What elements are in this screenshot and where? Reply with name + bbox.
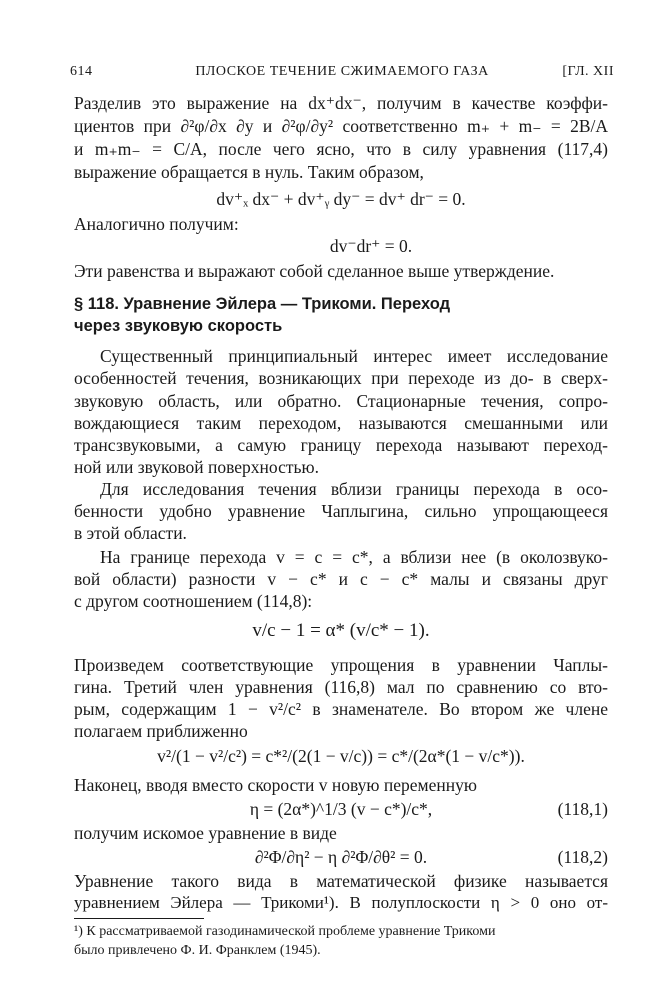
text-line: Аналогично получим: bbox=[74, 214, 239, 234]
equation: dv⁺ₓ dx⁻ + dv⁺ᵧ dy⁻ = dv⁺ dr⁻ = 0. bbox=[216, 189, 466, 209]
text-line: Уравнение такого вида в математической физике называется bbox=[74, 871, 608, 891]
footnote-line: было привлечено Ф. И. Франклем (1945). bbox=[74, 943, 321, 958]
text-line: Произведем соответствующие упрощения в уравнении Чаплы- bbox=[74, 655, 608, 675]
text-line: с другом соотношением (114,8): bbox=[74, 591, 313, 611]
equation-row bbox=[74, 846, 608, 868]
text-line: полагаем приближенно bbox=[74, 721, 248, 741]
text-line: Существенный принципиальный интерес имеет исследование bbox=[100, 346, 608, 366]
text-line: выражение обращается в нуль. Таким образом, bbox=[74, 162, 424, 182]
equation: dv⁻dr⁺ = 0. bbox=[329, 236, 413, 256]
text-line: особенностей течения, возникающих при переходе из до- в сверх- bbox=[74, 368, 608, 388]
equation: η = (2α*)^1/3 (v − c*)/c*, bbox=[249, 799, 433, 819]
section-heading: через звуковую скорость bbox=[74, 317, 283, 335]
text-line: звуковую область, или обратно. Стационарные течения, сопро- bbox=[74, 391, 608, 411]
equation: ∂²Φ/∂η² − η ∂²Φ/∂θ² = 0. bbox=[254, 847, 428, 867]
footnote-line: ¹) К рассматриваемой газодинамической проблеме уравнение Трикоми bbox=[74, 924, 496, 939]
text-line: уравнением Эйлера — Трикоми¹). В полуплоскости η > 0 оно от- bbox=[74, 893, 608, 912]
text-line: Наконец, вводя вместо скорости v новую переменную bbox=[74, 775, 477, 795]
text-line: трансзвуковыми, а самую границу перехода называют переход- bbox=[74, 435, 608, 455]
equation: v²/(1 − v²/c²) = c*²/(2(1 − v/c)) = c*/(2α*(1 − v/c*)). bbox=[157, 746, 525, 766]
text-line: в этой области. bbox=[74, 523, 187, 543]
equation-row bbox=[74, 798, 608, 820]
footnote-rule bbox=[74, 918, 204, 919]
text-line: Эти равенства и выражают собой сделанное выше утверждение. bbox=[74, 261, 555, 281]
equation-number: (118,2) bbox=[557, 847, 608, 867]
section-heading: § 118. Уравнение Эйлера — Трикоми. Переход bbox=[74, 295, 451, 313]
text-line: ной или звуковой поверхностью. bbox=[74, 457, 319, 477]
text-line: получим искомое уравнение в виде bbox=[74, 823, 337, 843]
text-line: бенности удобно уравнение Чаплыгина, сильно упрощающееся bbox=[74, 501, 608, 521]
chapter-label: [ГЛ. XII bbox=[562, 64, 614, 79]
text-line: и m₊m₋ = C/A, после чего ясно, что в силу уравнения (117,4) bbox=[74, 139, 608, 159]
text-line: Разделив это выражение на dx⁺dx⁻, получим в качестве коэффи- bbox=[74, 93, 608, 113]
text-line: Для исследования течения вблизи границы перехода в осо- bbox=[100, 479, 608, 499]
text-line: На границе перехода v = c = c*, а вблизи нее (в околозвуко- bbox=[100, 547, 608, 567]
text-line: гина. Третий член уравнения (116,8) мал по сравнению со вто- bbox=[74, 677, 608, 697]
text-line: циентов при ∂²φ/∂x ∂y и ∂²φ/∂y² соответственно m₊ + m₋ = 2B/A bbox=[74, 116, 608, 136]
text-line: вой области) разности v − c* и c − c* малы и связаны друг bbox=[74, 569, 608, 589]
running-title: ПЛОСКОЕ ТЕЧЕНИЕ СЖИМАЕМОГО ГАЗА bbox=[195, 64, 489, 79]
running-header bbox=[70, 64, 614, 88]
equation: v/c − 1 = α* (v/c* − 1). bbox=[252, 620, 430, 641]
equation-number: (118,1) bbox=[557, 799, 608, 819]
text-line: рым, содержащим 1 − v²/c² в знаменателе. Во втором же члене bbox=[74, 699, 608, 719]
text-line: вождающиеся таким переходом, называются смешанными или bbox=[74, 413, 608, 433]
page-number: 614 bbox=[70, 64, 93, 79]
